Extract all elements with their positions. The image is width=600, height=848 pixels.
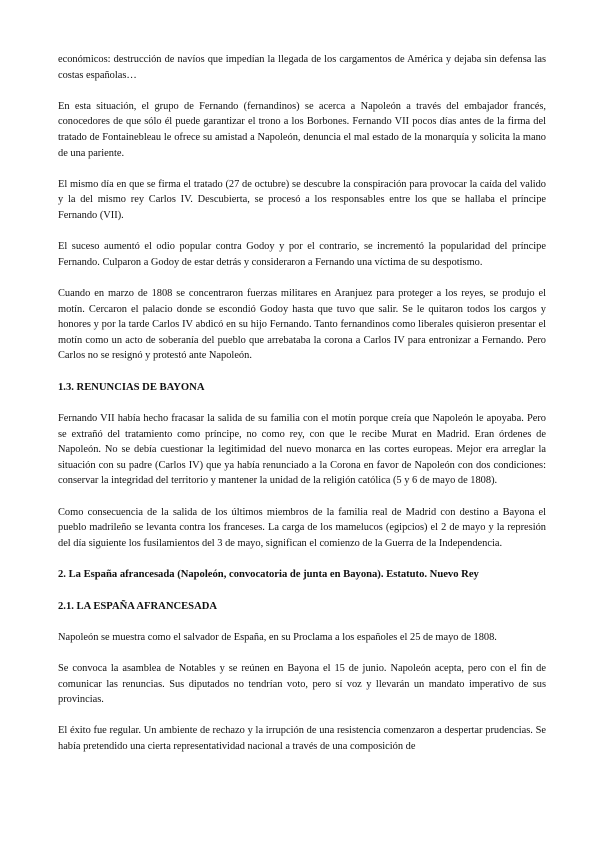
paragraph-proclama: Napoleón se muestra como el salvador de España, en su Proclama a los españoles el 25 de mayo de 1808.: [58, 631, 497, 643]
paragraph-motin-aranjuez: Cuando en marzo de 1808 se concentraron fuerzas militares en Aranjuez para proteger a los reyes, se produjo el motín. Cercaron el palacio donde se escondió Godoy hasta que tuvo que salir. Se le quitaron todos los cargos y honores y por la tarde Carlos IV abdicó en su hijo Fernando. Tanto fernandinos como liberales quisieron presentar el motín como un acto de soberanía del pueblo que arrebataba la corona a Carlos IV para entronizar a Fernando. Pero Carlos no se resignó y protestó ante Napoleón.: [58, 287, 546, 362]
subsection-heading-espana-afrancesada: 2.1. LA ESPAÑA AFRANCESADA: [58, 600, 218, 612]
section-heading-renuncias: 1.3. RENUNCIAS DE BAYONA: [58, 381, 205, 393]
paragraph-renuncias: Fernando VII había hecho fracasar la salida de su familia con el motín porque creía que Napoleón le apoyaba. Pero se extrañó del tratamiento como príncipe, no como rey, con que le recibe Murat en Madrid. Eran órdenes de Napoleón. No se debía cuestionar la legitimidad del nuevo monarca en las cortes europeas. Mejor era arreglar la situación con su padre (Carlos IV) que ya había renunciado a la Corona en favor de Napoleón con dos condiciones: conservar la integridad del territorio y mantener la unidad de la religión católica (5 y 6 de mayo de 1808).: [58, 413, 546, 487]
section-heading-espana-afrancesada: 2. La España afrancesada (Napoleón, convocatoria de junta en Bayona). Estatuto. Nuevo Rey: [58, 569, 479, 580]
paragraph-continuation: económicos: destrucción de navíos que impedían la llegada de los cargamentos de América y dejaba sin defensa las costas españolas…: [58, 54, 546, 81]
paragraph-odio-popular: El suceso aumentó el odio popular contra Godoy y por el contrario, se incrementó la popularidad del príncipe Fernando. Culparon a Godoy de estar detrás y consideraron a Fernando una víctima de su despotismo.: [58, 241, 546, 268]
paragraph-fernandinos: En esta situación, el grupo de Fernando (fernandinos) se acerca a Napoleón a través del embajador francés, conocedores de que sólo él puede garantizar el trono a los Borbones. Fernando VII pocos días antes de la firma del tratado de Fontainebleau le ofrece su amistad a Napoleón, denuncia el mal estado de la monarquía y solicita la mano de una pariente.: [58, 100, 546, 159]
paragraph-asamblea-notables: Se convoca la asamblea de Notables y se reúnen en Bayona el 15 de junio. Napoleón acepta, pero con el fin de comunicar las renuncias. Sus diputados no tendrían voto, pero sí voz y llevarán un mandato imperativo de sus provincias.: [58, 662, 546, 706]
document-page: [58, 52, 546, 755]
paragraph-exito-regular: El éxito fue regular. Un ambiente de rechazo y la irrupción de una resistencia comenzaron a despertar prudencias. Se había pretendido una cierta representatividad nacional a través de una composición de: [58, 725, 546, 752]
paragraph-conspiracion: El mismo día en que se firma el tratado (27 de octubre) se descubre la conspiración para provocar la caída del valido y la del mismo rey Carlos IV. Descubierta, se procesó a los responsables entre los que se hallaba el príncipe Fernando (VII).: [58, 178, 546, 221]
paragraph-dos-de-mayo: Como consecuencia de la salida de los últimos miembros de la familia real de Madrid con destino a Bayona el pueblo madrileño se levanta contra los franceses. La carga de los mamelucos (egipcios) el 2 de mayo y la represión del día siguiente los fusilamientos del 3 de mayo, significan el comienzo de la Guerra de la Independencia.: [58, 506, 546, 549]
